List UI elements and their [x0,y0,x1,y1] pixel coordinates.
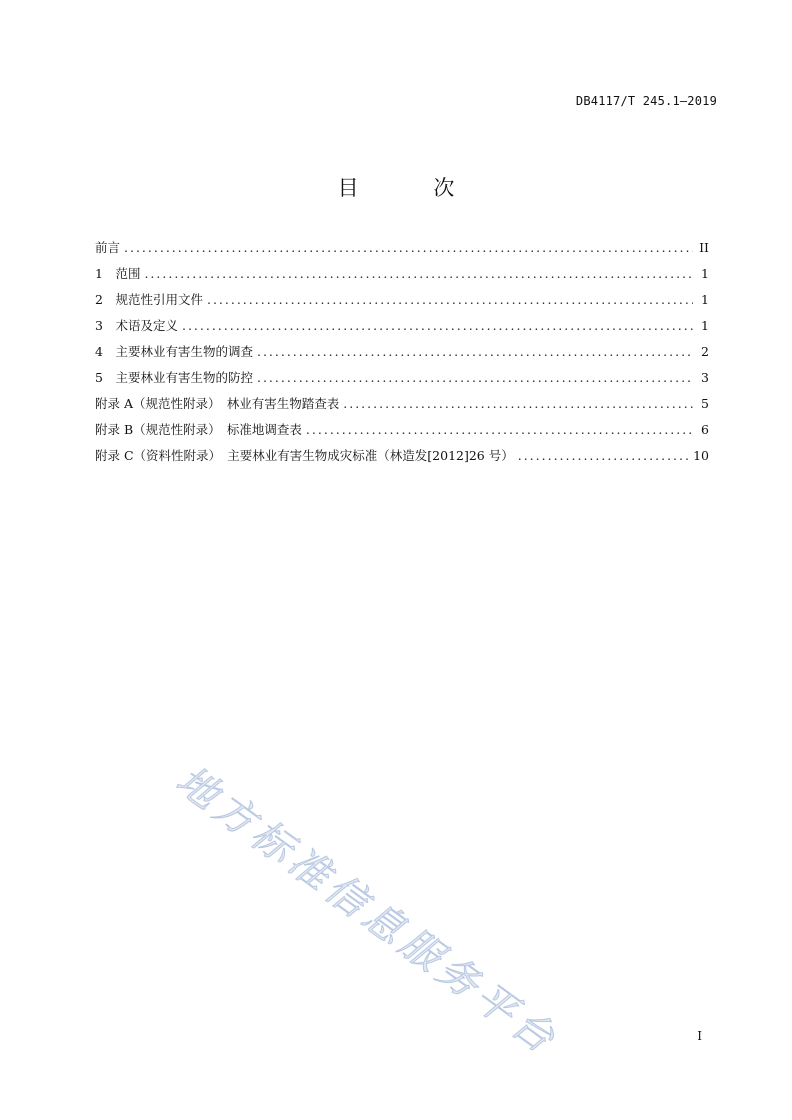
toc-leader-dots [257,368,693,388]
toc-entry-appendix-c[interactable] [95,446,709,472]
toc-entry-label: 1 范围 [95,266,141,281]
table-of-contents [95,238,709,472]
page-number: I [697,1029,702,1043]
watermark: 地方标准信息服务平台 [167,757,567,1065]
toc-leader-dots [124,238,693,258]
toc-entry-page: 1 [701,266,709,281]
toc-entry-page: 6 [701,422,709,437]
toc-entry-appendix-b[interactable] [95,420,709,446]
toc-entry-label: 附录 A（规范性附录） 林业有害生物踏查表 [95,396,340,411]
toc-entry-foreword[interactable] [95,238,709,264]
toc-entry-label: 2 规范性引用文件 [95,292,203,307]
toc-entry-page: II [699,240,709,255]
toc-leader-dots [207,290,693,310]
toc-entry-appendix-a[interactable] [95,394,709,420]
toc-entry-control[interactable] [95,368,709,394]
toc-entry-page: 10 [693,448,709,463]
toc-entry-label: 3 术语及定义 [95,318,178,333]
toc-entry-label: 附录 B（规范性附录） 标准地调查表 [95,422,302,437]
toc-leader-dots [518,446,689,466]
toc-entry-page: 1 [701,318,709,333]
toc-title: 目 次 [337,176,489,200]
toc-entry-normative-references[interactable] [95,290,709,316]
toc-entry-page: 1 [701,292,709,307]
document-code: DB4117/T 245.1—2019 [575,94,717,108]
toc-leader-dots [257,342,693,362]
toc-entry-label: 附录 C（资料性附录） 主要林业有害生物成灾标准（林造发[2012]26 号） [95,448,514,463]
toc-entry-label: 4 主要林业有害生物的调查 [95,344,253,359]
toc-entry-label: 5 主要林业有害生物的防控 [95,370,253,385]
toc-leader-dots [182,316,693,336]
toc-leader-dots [343,394,693,414]
toc-leader-dots [306,420,693,440]
toc-entry-survey[interactable] [95,342,709,368]
toc-leader-dots [144,264,693,284]
toc-entry-label: 前言 [95,240,121,255]
toc-entry-page: 2 [701,344,709,359]
toc-entry-page: 3 [701,370,709,385]
toc-entry-page: 5 [701,396,709,411]
toc-entry-terms-definitions[interactable] [95,316,709,342]
toc-entry-scope[interactable] [95,264,709,290]
